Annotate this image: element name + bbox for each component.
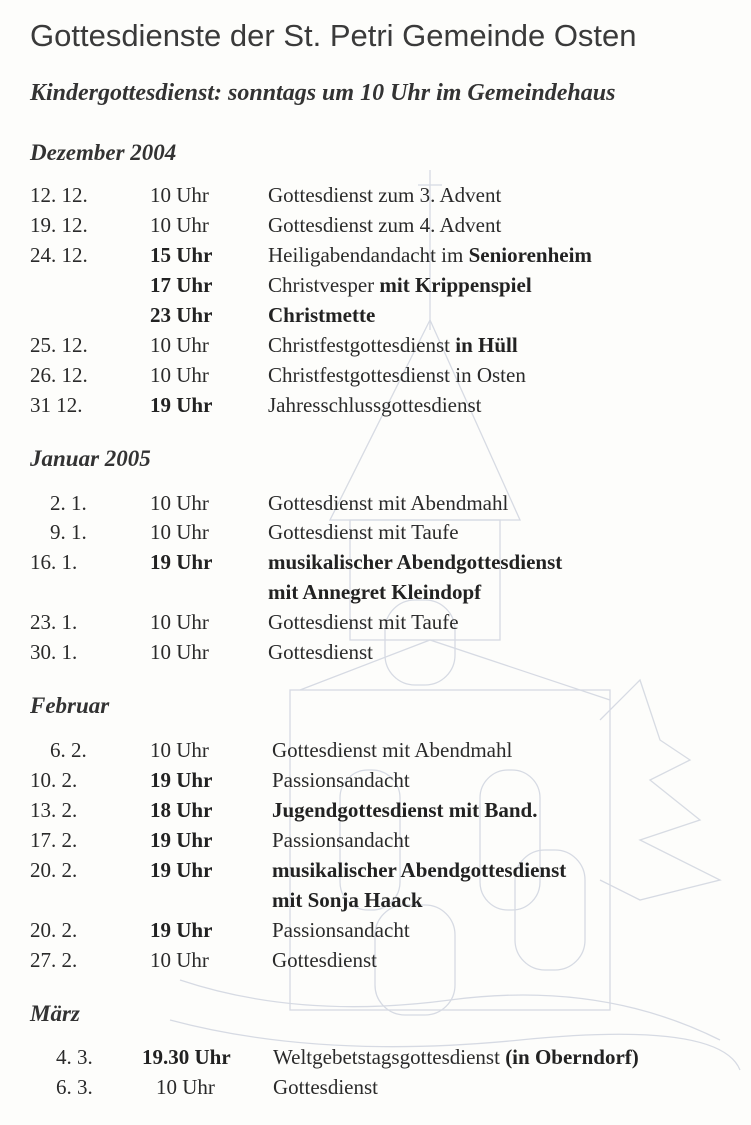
service-time: 19.30 Uhr — [142, 1045, 231, 1069]
service-description: Gottesdienst mit Abendmahl — [272, 738, 513, 762]
description-emphasis: mit Krippenspiel — [379, 273, 532, 297]
service-time: 10 Uhr — [150, 738, 209, 762]
service-time: 17 Uhr — [150, 273, 213, 297]
service-description: Gottesdienst zum 4. Advent — [268, 213, 502, 237]
service-description: Gottesdienst — [273, 1075, 378, 1099]
service-time: 10 Uhr — [150, 363, 209, 387]
service-description: mit Sonja Haack — [272, 888, 423, 912]
service-description — [268, 270, 532, 300]
service-description: Gottesdienst mit Taufe — [268, 520, 459, 544]
service-date: 2. 1. — [50, 491, 87, 515]
service-description: musikalischer Abendgottesdienst — [268, 550, 563, 574]
service-date: 4. 3. — [56, 1045, 93, 1069]
service-description — [268, 330, 518, 360]
service-time: 15 Uhr — [150, 243, 213, 267]
service-time: 19 Uhr — [150, 858, 213, 882]
service-date: 9. 1. — [50, 520, 87, 544]
service-date: 16. 1. — [30, 550, 78, 574]
service-time: 18 Uhr — [150, 798, 213, 822]
service-description: Gottesdienst mit Abendmahl — [268, 491, 509, 515]
service-time: 10 Uhr — [150, 640, 209, 664]
service-time: 10 Uhr — [150, 491, 209, 515]
service-time: 10 Uhr — [150, 520, 209, 544]
service-time: 19 Uhr — [150, 393, 213, 417]
service-description: Jahresschlussgottesdienst — [268, 393, 482, 417]
description-emphasis: Seniorenheim — [468, 243, 592, 267]
service-date: 13. 2. — [30, 798, 78, 822]
service-date: 30. 1. — [30, 640, 78, 664]
service-description: Gottesdienst — [272, 948, 377, 972]
month-heading-january: Januar 2005 — [30, 446, 151, 471]
service-time: 10 Uhr — [150, 610, 209, 634]
service-description — [268, 240, 592, 270]
service-date: 26. 12. — [30, 363, 88, 387]
month-heading-february: Februar — [30, 693, 110, 718]
service-date: 20. 2. — [30, 858, 78, 882]
service-time: 19 Uhr — [150, 550, 213, 574]
childrens-service-note: Kindergottesdienst: sonntags um 10 Uhr im Gemeindehaus — [30, 80, 616, 106]
service-date: 31 12. — [30, 393, 83, 417]
service-description: Gottesdienst mit Taufe — [268, 610, 459, 634]
service-time: 10 Uhr — [150, 333, 209, 357]
service-description: Passionsandacht — [272, 828, 410, 852]
service-description: Passionsandacht — [272, 768, 410, 792]
service-time: 10 Uhr — [150, 948, 209, 972]
description-emphasis: in Hüll — [455, 333, 518, 357]
service-date: 20. 2. — [30, 918, 78, 942]
description-part: Christvesper — [268, 273, 380, 297]
month-heading-december: Dezember 2004 — [30, 140, 177, 165]
service-date: 27. 2. — [30, 948, 78, 972]
page-title: Gottesdienste der St. Petri Gemeinde Osten — [30, 18, 637, 53]
service-time: 10 Uhr — [156, 1075, 215, 1099]
service-date: 17. 2. — [30, 828, 78, 852]
service-description — [273, 1042, 639, 1072]
service-date: 25. 12. — [30, 333, 88, 357]
service-date: 23. 1. — [30, 610, 78, 634]
service-description: Passionsandacht — [272, 918, 410, 942]
service-description: Gottesdienst zum 3. Advent — [268, 183, 502, 207]
description-part: Weltgebetstagsgottesdienst — [273, 1045, 506, 1069]
service-time: 10 Uhr — [150, 183, 209, 207]
service-date: 19. 12. — [30, 213, 88, 237]
service-description: musikalischer Abendgottesdienst — [272, 858, 567, 882]
service-description: Christmette — [268, 303, 376, 327]
service-description: Gottesdienst — [268, 640, 373, 664]
description-emphasis: (in Oberndorf) — [505, 1045, 639, 1069]
service-date: 12. 12. — [30, 183, 88, 207]
service-time: 10 Uhr — [150, 213, 209, 237]
month-heading-march: März — [30, 1001, 80, 1026]
service-date: 24. 12. — [30, 243, 88, 267]
service-time: 19 Uhr — [150, 768, 213, 792]
service-description: mit Annegret Kleindopf — [268, 580, 482, 604]
service-date: 6. 3. — [56, 1075, 93, 1099]
service-time: 19 Uhr — [150, 828, 213, 852]
description-part: Heiligabendandacht im — [268, 243, 469, 267]
service-description: Christfestgottesdienst in Osten — [268, 363, 526, 387]
service-date: 10. 2. — [30, 768, 78, 792]
service-description: Jugendgottesdienst mit Band. — [272, 798, 538, 822]
service-date: 6. 2. — [50, 738, 87, 762]
description-part: Christfestgottesdienst — [268, 333, 456, 357]
service-time: 19 Uhr — [150, 918, 213, 942]
service-time: 23 Uhr — [150, 303, 213, 327]
